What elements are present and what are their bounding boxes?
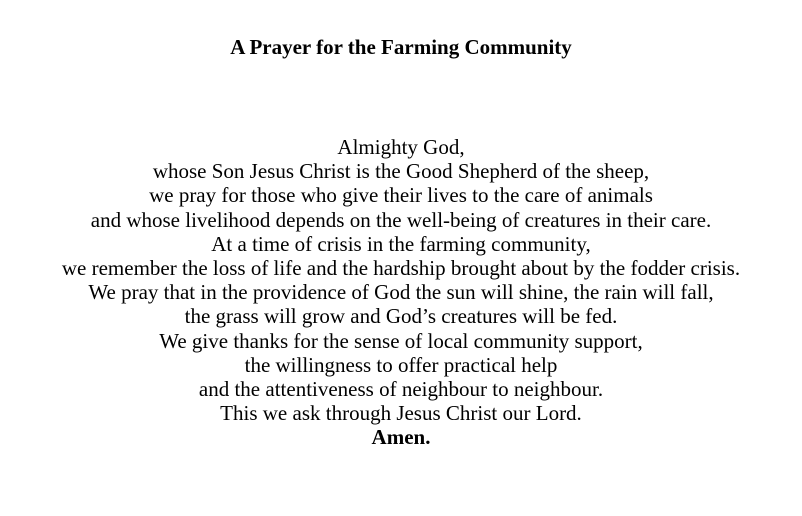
prayer-line: the grass will grow and God’s creatures will be fed.: [184, 304, 618, 329]
prayer-line: This we ask through Jesus Christ our Lord.: [220, 401, 582, 426]
prayer-line: We pray that in the providence of God the sun will shine, the rain will fall,: [88, 280, 714, 305]
prayer-body: [0, 135, 802, 450]
prayer-line: the willingness to offer practical help: [244, 352, 558, 377]
prayer-line: Almighty God,: [337, 135, 465, 159]
prayer-line: we remember the loss of life and the hardship brought about by the fodder crisis.: [61, 256, 741, 281]
prayer-line: At a time of crisis in the farming community,: [211, 231, 591, 256]
prayer-closing: Amen.: [371, 425, 431, 450]
document-title: A Prayer for the Farming Community: [230, 35, 572, 59]
prayer-line: and the attentiveness of neighbour to neighbour.: [198, 377, 604, 402]
prayer-line: whose Son Jesus Christ is the Good Shepherd of the sheep,: [152, 159, 650, 184]
prayer-line: we pray for those who give their lives to the care of animals: [149, 183, 653, 208]
prayer-line: We give thanks for the sense of local community support,: [159, 328, 643, 353]
prayer-line: and whose livelihood depends on the well-being of creatures in their care.: [90, 207, 712, 232]
